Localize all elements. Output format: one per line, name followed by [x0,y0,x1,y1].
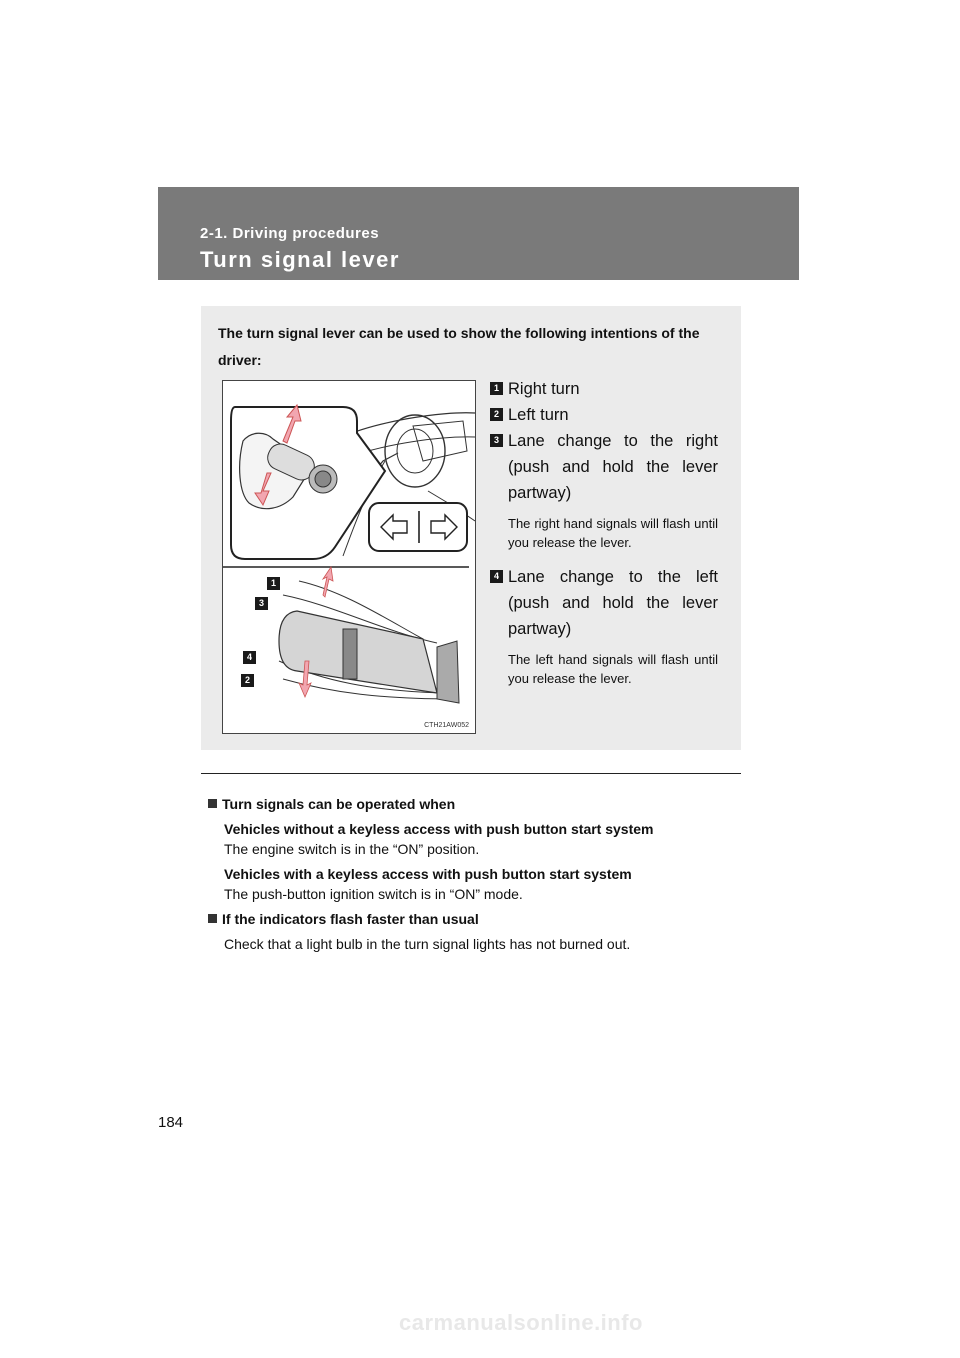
item-label: Lane change to the left (push and hold the lever partway) [508,568,718,638]
item-note: The left hand signals will flash until you release the lever. [508,652,718,686]
callout-2: 2 [241,674,254,687]
callout-4: 4 [243,651,256,664]
list-item [490,428,718,506]
page-number: 184 [158,1114,184,1131]
item-label: Right turn [508,380,580,398]
info-text: The push-button ignition switch is in “ON” mode. [224,886,523,902]
list-item [490,376,718,402]
square-bullet-icon [208,914,217,923]
callout-3: 3 [255,597,268,610]
list-item [490,402,718,428]
info-panel [201,306,741,750]
callout-1: 1 [267,577,280,590]
item-label: Left turn [508,406,569,424]
signal-options-list [490,376,718,700]
info-text: Check that a light bulb in the turn signal lights has not burned out. [224,936,631,952]
list-item [490,564,718,642]
item-label: Lane change to the right (push and hold the lever partway) [508,432,718,502]
info-section [208,794,748,954]
section-label: 2-1. Driving procedures [200,225,380,242]
figure-code: CTH21AW052 [424,722,469,729]
watermark: carmanualsonline.info [399,1310,643,1335]
page-title: Turn signal lever [200,247,400,272]
info-subheading: Vehicles without a keyless access with push button start system [224,821,654,837]
info-subheading: Vehicles with a keyless access with push button start system [224,866,632,882]
item-number: 2 [490,408,503,421]
item-number: 1 [490,382,503,395]
info-heading: If the indicators flash faster than usual [208,909,748,929]
item-number: 3 [490,434,503,447]
section-header [158,187,799,280]
lever-diagram [223,381,475,733]
intro-text: The turn signal lever can be used to show the following intentions of the driver: [218,325,700,368]
item-note: The right hand signals will flash until you release the lever. [508,516,718,550]
divider [201,773,741,774]
info-heading: Turn signals can be operated when [208,794,748,814]
square-bullet-icon [208,799,217,808]
info-text: The engine switch is in the “ON” position. [224,841,480,857]
turn-signal-illustration [222,380,476,734]
item-number: 4 [490,570,503,583]
